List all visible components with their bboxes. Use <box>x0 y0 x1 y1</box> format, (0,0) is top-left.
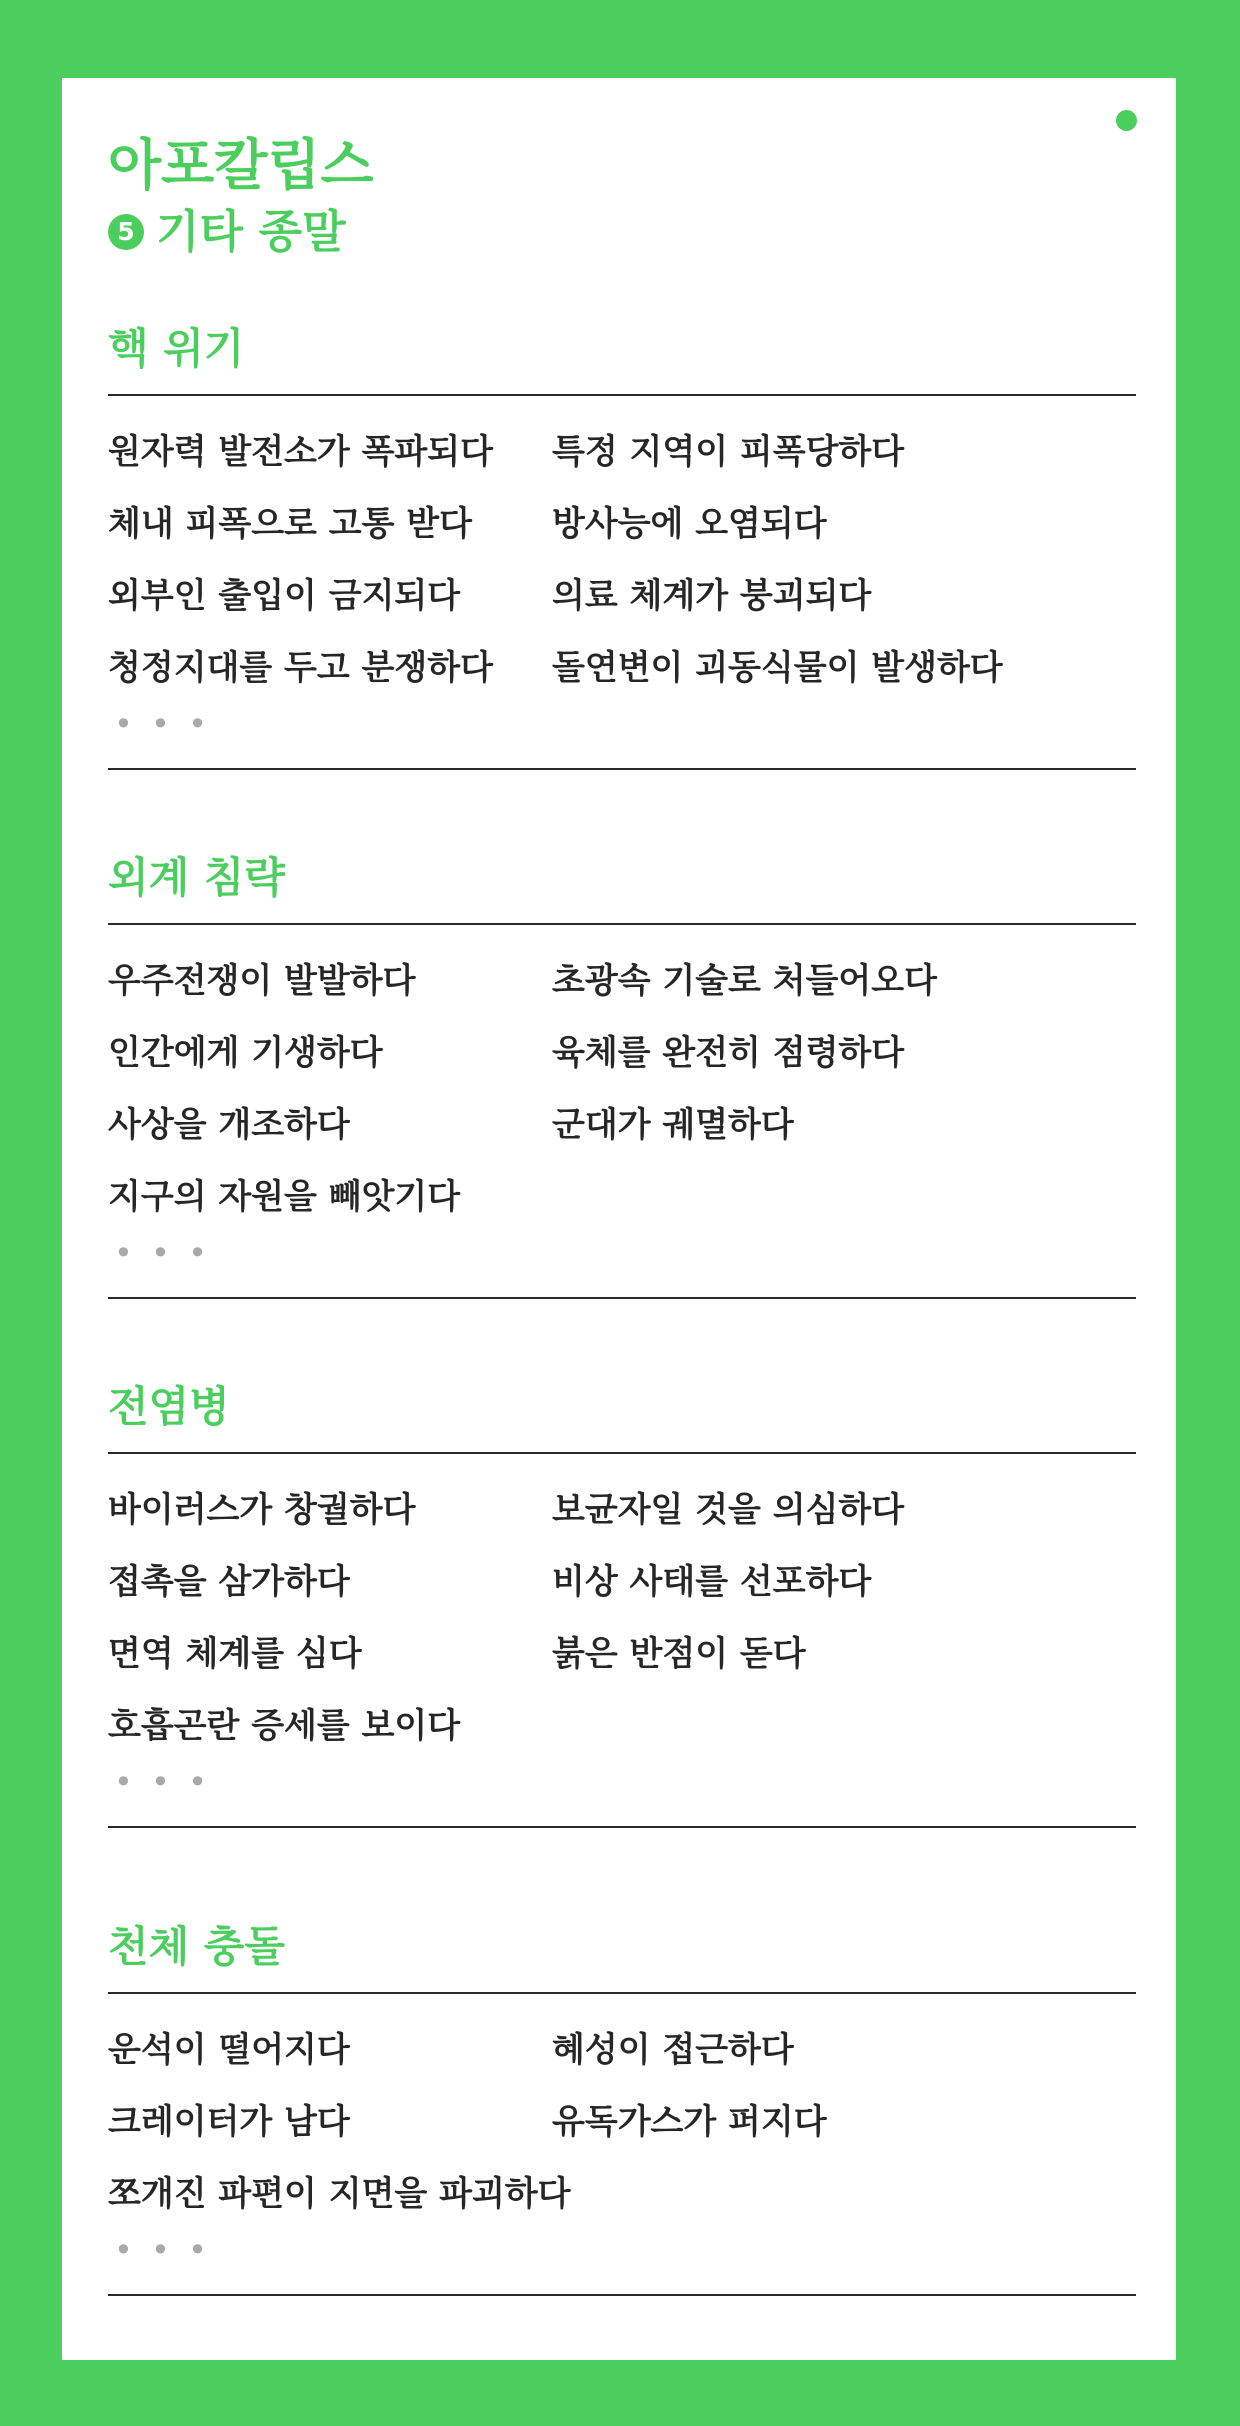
list-item: 지구의 자원을 빼앗기다 <box>108 1177 461 1217</box>
section-celestial-collision <box>108 1916 1136 2296</box>
list-item: 군대가 궤멸하다 <box>552 1105 794 1145</box>
section-title: 전염병 <box>108 1376 1136 1454</box>
section-epidemic <box>108 1376 1136 1828</box>
section-nuclear-crisis <box>108 318 1136 770</box>
list-item: 접촉을 삼가하다 <box>108 1562 350 1602</box>
section-divider <box>108 1297 1136 1299</box>
list-item: 육체를 완전히 점령하다 <box>552 1033 905 1073</box>
section-title: 핵 위기 <box>108 318 1136 396</box>
list-item: 바이러스가 창궐하다 <box>108 1490 416 1530</box>
list-item: 운석이 떨어지다 <box>108 2030 350 2070</box>
list-item: 인간에게 기생하다 <box>108 1033 383 1073</box>
more-ellipsis: • • • <box>114 1234 211 1272</box>
section-divider <box>108 2294 1136 2296</box>
list-item: 의료 체계가 붕괴되다 <box>552 576 872 616</box>
section-divider <box>108 768 1136 770</box>
section-title: 천체 충돌 <box>108 1916 1136 1994</box>
list-item: 체내 피폭으로 고통 받다 <box>108 504 472 544</box>
list-item: 보균자일 것을 의심하다 <box>552 1490 905 1530</box>
list-item: 우주전쟁이 발발하다 <box>108 961 416 1001</box>
number-badge: 5 <box>108 214 144 250</box>
list-item: 외부인 출입이 금지되다 <box>108 576 461 616</box>
content-card <box>62 78 1176 2360</box>
list-item: 크레이터가 남다 <box>108 2102 350 2142</box>
item-grid <box>108 925 1136 1233</box>
list-item: 돌연변이 괴동식물이 발생하다 <box>552 648 1003 688</box>
item-grid <box>108 1454 1136 1762</box>
list-item: 혜성이 접근하다 <box>552 2030 794 2070</box>
list-item: 초광속 기술로 처들어오다 <box>552 961 937 1001</box>
subtitle-text: 기타 종말 <box>156 205 346 258</box>
more-ellipsis: • • • <box>114 1763 211 1801</box>
list-item: 사상을 개조하다 <box>108 1105 350 1145</box>
page-subtitle <box>108 202 346 262</box>
corner-dot <box>1116 110 1137 131</box>
list-item: 청정지대를 두고 분쟁하다 <box>108 648 493 688</box>
list-item: 쪼개진 파편이 지면을 파괴하다 <box>108 2174 571 2214</box>
section-title: 외계 침략 <box>108 847 1136 925</box>
list-item: 호흡곤란 증세를 보이다 <box>108 1706 461 1746</box>
more-ellipsis: • • • <box>114 705 211 743</box>
more-ellipsis: • • • <box>114 2231 211 2269</box>
list-item: 특정 지역이 피폭당하다 <box>552 432 905 472</box>
section-alien-invasion <box>108 847 1136 1299</box>
list-item: 유독가스가 퍼지다 <box>552 2102 827 2142</box>
list-item: 방사능에 오염되다 <box>552 504 827 544</box>
list-item: 면역 체계를 심다 <box>108 1634 362 1674</box>
list-item: 붉은 반점이 돋다 <box>552 1634 806 1674</box>
item-grid <box>108 396 1136 704</box>
item-grid <box>108 1994 1136 2230</box>
list-item: 비상 사태를 선포하다 <box>552 1562 872 1602</box>
page-title: 아포칼립스 <box>108 132 374 197</box>
list-item: 원자력 발전소가 폭파되다 <box>108 432 493 472</box>
section-divider <box>108 1826 1136 1828</box>
